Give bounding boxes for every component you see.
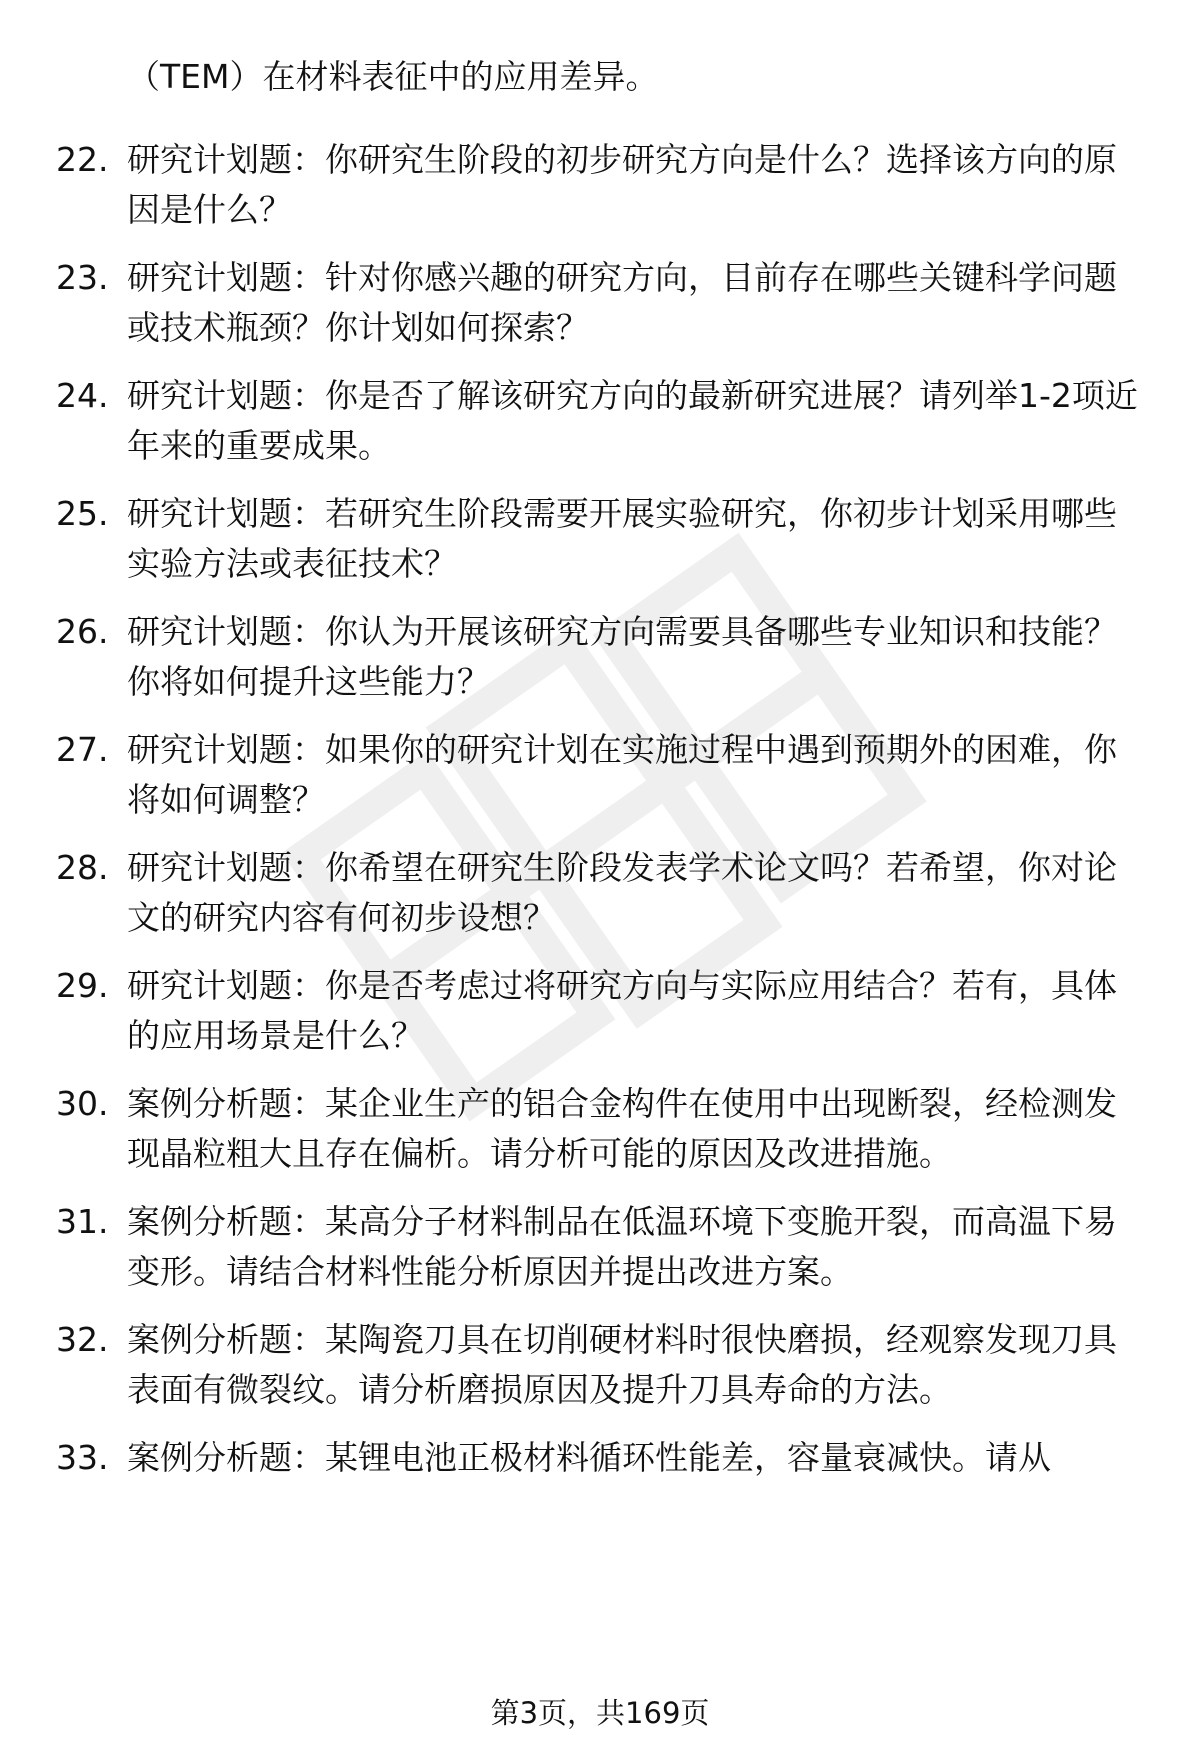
question-text: 案例分析题：某锂电池正极材料循环性能差，容量衰减快。请从: [127, 1438, 1051, 1477]
question-text: 研究计划题：你是否了解该研究方向的最新研究进展？请列举1-2项近年来的重要成果。: [127, 376, 1138, 465]
question-number: 26.: [56, 612, 109, 651]
question-text: 研究计划题：你认为开展该研究方向需要具备哪些专业知识和技能？你将如何提升这些能力？: [127, 612, 1117, 701]
question-number: 27.: [56, 730, 109, 769]
question-text: 研究计划题：你是否考虑过将研究方向与实际应用结合？若有，具体的应用场景是什么？: [127, 966, 1117, 1055]
question-number: 30.: [56, 1084, 109, 1123]
question-number: 33.: [56, 1438, 109, 1477]
question-number: 31.: [56, 1202, 109, 1241]
question-number: 23.: [56, 258, 109, 297]
question-number: 24.: [56, 376, 109, 415]
question-text: 研究计划题：针对你感兴趣的研究方向，目前存在哪些关键科学问题或技术瓶颈？你计划如何探索？: [127, 258, 1117, 347]
question-text: 案例分析题：某陶瓷刀具在切削硬材料时很快磨损，经观察发现刀具表面有微裂纹。请分析磨损原因及提升刀具寿命的方法。: [127, 1320, 1117, 1409]
question-text: 案例分析题：某高分子材料制品在低温环境下变脆开裂，而高温下易变形。请结合材料性能分析原因并提出改进方案。: [127, 1202, 1117, 1291]
question-number: 32.: [56, 1320, 109, 1359]
question-text: 研究计划题：若研究生阶段需要开展实验研究，你初步计划采用哪些实验方法或表征技术？: [127, 494, 1117, 583]
question-text: 案例分析题：某企业生产的铝合金构件在使用中出现断裂，经检测发现晶粒粗大且存在偏析。请分析可能的原因及改进措施。: [127, 1084, 1117, 1173]
question-text: 研究计划题：你希望在研究生阶段发表学术论文吗？若希望，你对论文的研究内容有何初步设想？: [127, 848, 1117, 937]
question-number: 25.: [56, 494, 109, 533]
continuation-line: （TEM）在材料表征中的应用差异。: [127, 57, 659, 96]
page-footer: 第3页，共169页: [490, 1696, 710, 1730]
question-number: 29.: [56, 966, 109, 1005]
question-text: 研究计划题：如果你的研究计划在实施过程中遇到预期外的困难，你将如何调整？: [127, 730, 1117, 819]
question-number: 28.: [56, 848, 109, 887]
question-text: 研究计划题：你研究生阶段的初步研究方向是什么？选择该方向的原因是什么？: [127, 140, 1117, 229]
question-number: 22.: [56, 140, 109, 179]
